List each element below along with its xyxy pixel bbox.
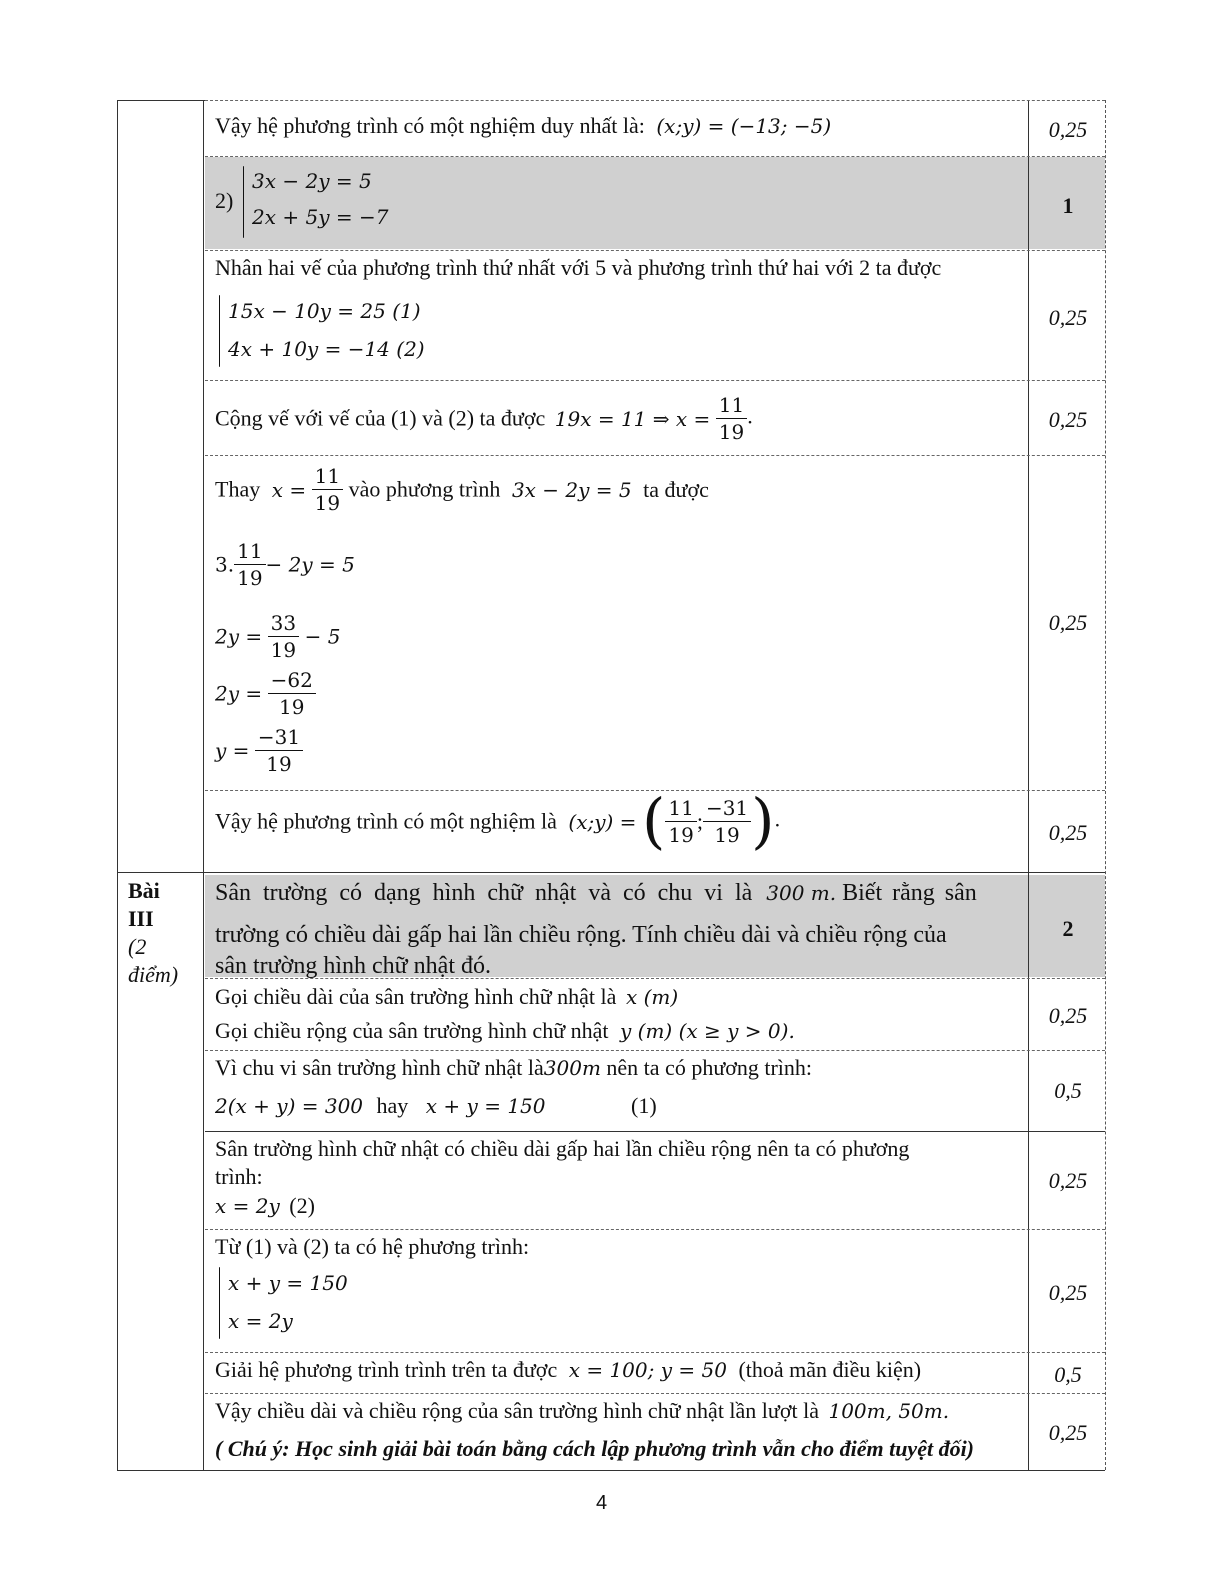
row3-brace [219,295,220,367]
row10-score: 0,25 [1048,1280,1088,1305]
row12-note: ( Chú ý: Học sinh giải bài toán bằng cách lập phương trình vẫn cho điểm tuyệt đối) [215,1436,975,1461]
row7-line2: Gọi chiều rộng của sân trường hình chữ nhật y (m) (x ≥ y > 0). [215,1018,795,1043]
row2-score: 1 [1062,193,1074,218]
bai3-label: Bài III (2 điểm) [128,878,179,987]
row2-label: 2) [215,188,234,213]
table-top-border-left [117,100,205,101]
row-divider [205,1131,1105,1132]
row3-text: Nhân hai vế của phương trình thứ nhất với 5 và phương trình thứ hai với 2 ta được [215,255,942,280]
row6-text: Vậy hệ phương trình có một nghiệm là (x;y) = ( $\frac{11}{19}$ ; $\frac{-31}{19}$ ). [215,786,781,857]
row7-line1: Gọi chiều dài của sân trường hình chữ nhật là x (m) [215,984,679,1009]
row5-line4: y = $\frac{-31}{19}$ [215,724,303,777]
row8-score: 0,5 [1054,1078,1082,1103]
row2-eq2: 2x + 5y = −7 [252,205,389,229]
row5-line1: 3. $\frac{11}{19}$ − 2y = 5 [215,539,355,590]
row10-eq1: x + y = 150 [228,1271,348,1295]
row5-score: 0,25 [1048,610,1088,635]
row-divider [205,1393,1105,1394]
row4-fraction: $\frac{11}{19}$ [716,392,747,445]
row12-line1: Vậy chiều dài và chiều rộng của sân trường hình chữ nhật lần lượt là 100m, 50m. [215,1398,950,1423]
row11-text: Giải hệ phương trình trình trên ta được x = 100; y = 50 (thoả mãn điều kiện) [215,1357,922,1382]
bai3-line1: Sân trường có dạng hình chữ nhật và có chu vi là 300 m. Biết rằng sân [215,880,977,906]
bai3-line3: sân trường hình chữ nhật đó. [215,953,491,979]
bai3-score: 2 [1062,916,1074,941]
row5-line3: 2y = $\frac{-62}{19}$ [215,667,316,720]
bai3-line2: trường có chiều dài gấp hai lần chiều rộng. Tính chiều dài và chiều rộng của [215,922,947,948]
row-divider [205,250,1105,251]
page-number: 4 [596,1492,608,1514]
row3-eq2: 4x + 10y = −14 (2) [228,337,425,361]
row1-score: 0,25 [1048,117,1088,142]
row10-brace [219,1267,220,1339]
table-left-border [117,100,118,1470]
row9-score: 0,25 [1048,1168,1088,1193]
row4-score: 0,25 [1048,407,1088,432]
row1-math: (x;y) = (−13; −5) [656,114,832,138]
row-divider [205,455,1105,456]
row9-line3: x = 2y (2) [215,1193,315,1218]
row6-score: 0,25 [1048,820,1088,845]
row-divider [205,380,1105,381]
row4-text: Cộng vế với vế của (1) và (2) ta được 19x = 11 ⇒ x = $\frac{11}{19}$ . [215,393,753,444]
row8-line1: Vì chu vi sân trường hình chữ nhật là300m nên ta có phương trình: [215,1055,813,1080]
row12-score: 0,25 [1048,1420,1088,1445]
row11-score: 0,5 [1054,1362,1082,1387]
row10-line1: Từ (1) và (2) ta có hệ phương trình: [215,1234,530,1259]
row-divider [205,1229,1105,1230]
row2-eq1: 3x − 2y = 5 [252,169,372,193]
row2-brace [243,166,244,238]
row10-eq2: x = 2y [228,1309,293,1333]
row3-eq1: 15x − 10y = 25 (1) [228,299,421,323]
row5-line2: 2y = $\frac{33}{19}$ − 5 [215,611,341,662]
row9-line2: trình: [215,1164,263,1189]
row8-line2: 2(x + y) = 300 hay x + y = 150 (1) [215,1093,657,1118]
section-divider [117,872,1105,873]
table-bottom-border [117,1470,1105,1471]
row1-text: Vậy hệ phương trình có một nghiệm duy nhất là: (x;y) = (−13; −5) [215,113,832,138]
table-top-border [205,100,1105,101]
row3-score: 0,25 [1048,305,1088,330]
row5-line0: Thay x = $\frac{11}{19}$ vào phương trình 3x − 2y = 5 ta được [215,464,709,515]
row-divider [205,1050,1105,1051]
table-col1-border [203,100,204,1470]
row-divider [205,1352,1105,1353]
row9-line1: Sân trường hình chữ nhật có chiều dài gấp hai lần chiều rộng nên ta có phương [215,1136,910,1161]
row-divider [205,156,1105,157]
row7-score: 0,25 [1048,1003,1088,1028]
